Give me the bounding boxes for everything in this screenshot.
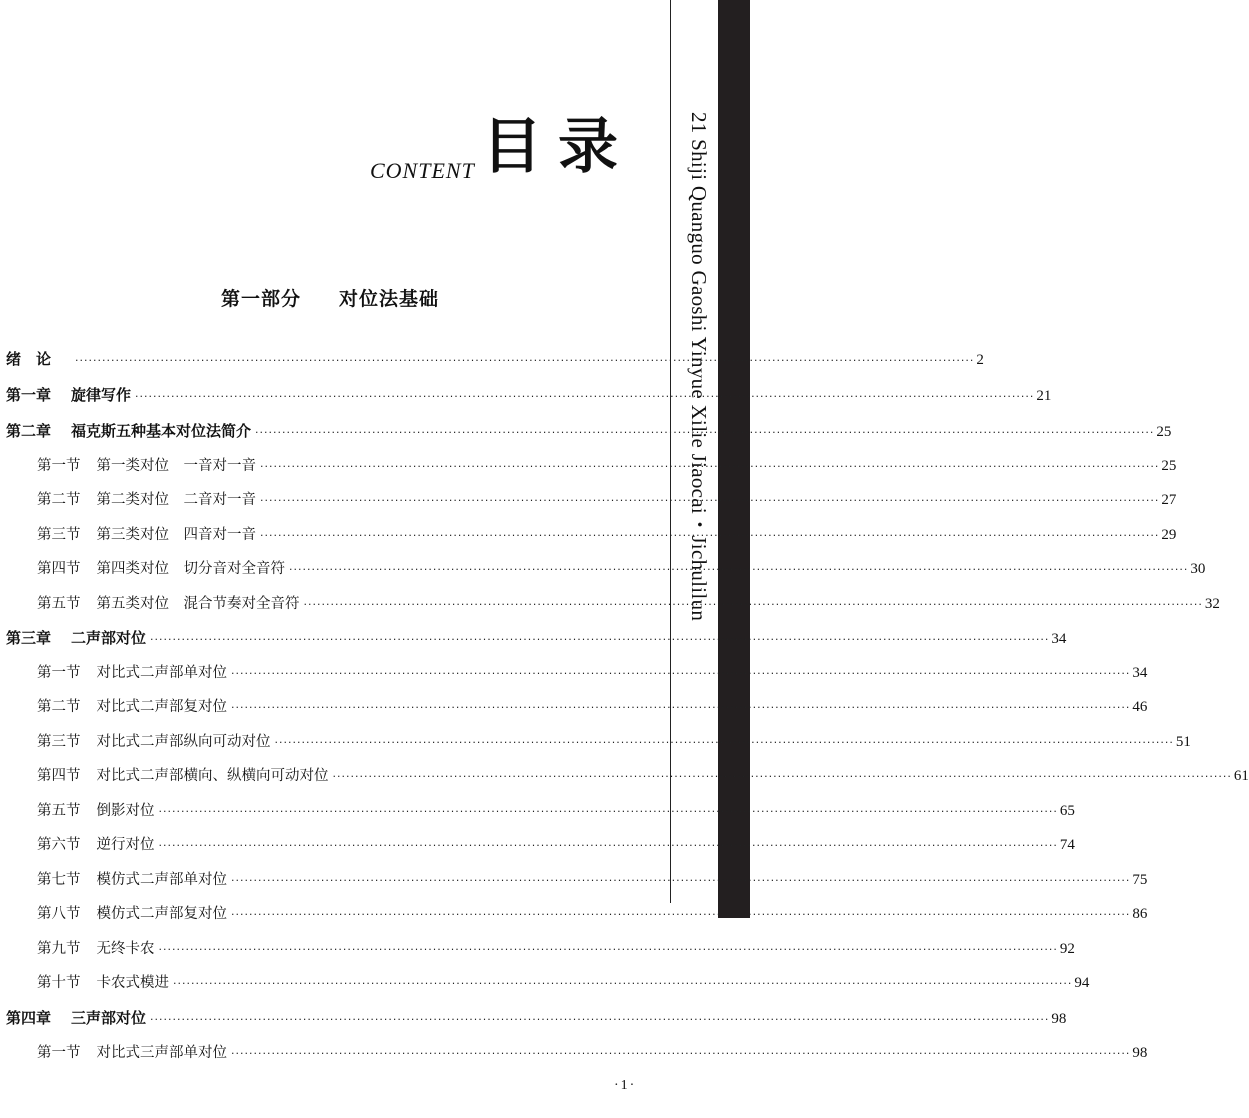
toc-entry-title: 对比式二声部纵向可动对位: [96, 734, 271, 750]
toc-entry-title: 倒影对位: [96, 803, 155, 819]
toc-page-number: 94: [1074, 975, 1090, 991]
toc-section-row[interactable]: [37, 937, 1075, 961]
toc-page-number: 32: [1204, 596, 1220, 612]
dot-leader: ········································································································································································································: [260, 529, 1160, 542]
dot-leader: ········································································································································································································: [75, 354, 975, 367]
toc-page-number: 74: [1059, 837, 1075, 853]
toc-entry-title: 第四类对位 切分音对全音符: [96, 561, 285, 577]
toc-entry-number: 第三节: [37, 734, 81, 750]
toc-section-row[interactable]: [37, 661, 1148, 685]
toc-entry-title: 逆行对位: [96, 837, 155, 853]
toc-entry-number: 第八节: [37, 906, 81, 922]
toc-entry-number: 第九节: [37, 941, 81, 957]
toc-entry-title: 第三类对位 四音对一音: [96, 527, 256, 543]
toc-entry-title: 旋律写作: [71, 386, 132, 404]
dot-leader: ········································································································································································································: [158, 943, 1058, 956]
toc-page-number: 25: [1156, 424, 1172, 440]
toc-section-row[interactable]: [37, 695, 1148, 719]
toc-page-number: 30: [1190, 561, 1206, 577]
toc-section-row[interactable]: [37, 971, 1090, 995]
part-name: 对位法基础: [339, 288, 440, 310]
toc-entry-number: 第三章: [6, 629, 52, 647]
toc-chapter-row[interactable]: [6, 419, 1172, 443]
dot-leader: ········································································································································································································: [173, 977, 1073, 990]
toc-entry-title: 模仿式二声部复对位: [96, 906, 227, 922]
toc-section-row[interactable]: [37, 764, 1249, 788]
toc-section-row[interactable]: [37, 454, 1177, 478]
toc-entry-number: 第六节: [37, 837, 81, 853]
toc-chapter-row[interactable]: [6, 347, 984, 371]
toc-entry-number: 第三节: [37, 527, 81, 543]
toc-page-number: 25: [1161, 458, 1177, 474]
toc-entry-number: 第四节: [37, 768, 81, 784]
part-title: [0, 284, 660, 311]
toc-section-row[interactable]: [37, 1041, 1148, 1065]
toc-entry-title: 二声部对位: [71, 629, 147, 647]
toc-page-number: 61: [1233, 768, 1249, 784]
toc-entry-title: 模仿式二声部单对位: [96, 872, 227, 888]
toc-entry-title: 第五类对位 混合节奏对全音符: [96, 596, 300, 612]
toc-entry-title: 对比式二声部单对位: [96, 665, 227, 681]
dot-leader: ········································································································································································································: [231, 701, 1131, 714]
toc-page-number: 98: [1051, 1011, 1067, 1027]
dot-leader: ········································································································································································································: [255, 426, 1155, 439]
toc-section-row[interactable]: [37, 488, 1177, 512]
toc-entry-number: 第一节: [37, 665, 81, 681]
toc-heading: [370, 112, 660, 192]
toc-chapter-row[interactable]: [6, 626, 1067, 650]
part-label: 第一部分: [220, 288, 301, 310]
dot-leader: ········································································································································································································: [231, 908, 1131, 921]
dot-leader: ········································································································································································································: [332, 770, 1232, 783]
toc-section-row[interactable]: [37, 902, 1148, 926]
dot-leader: ········································································································································································································: [260, 460, 1160, 473]
toc-entry-title: 第二类对位 二音对一音: [96, 492, 256, 508]
toc-entry-number: 第一节: [37, 458, 81, 474]
vertical-series-title: 21 Shiji Quanguo Gaoshi Yinyue Xilie Jiaocai・Jichulilun: [687, 112, 711, 622]
dot-leader: ········································································································································································································: [231, 667, 1131, 680]
dot-leader: ········································································································································································································: [231, 1047, 1131, 1060]
dot-leader: ········································································································································································································: [303, 598, 1203, 611]
toc-page-number: 27: [1161, 492, 1177, 508]
toc-page-number: 65: [1059, 803, 1075, 819]
toc-page-number: 92: [1059, 941, 1075, 957]
toc-page-number: 75: [1132, 872, 1148, 888]
dot-leader: ········································································································································································································: [150, 1013, 1050, 1026]
toc-page-number: 51: [1175, 734, 1191, 750]
toc-entry-number: 第一章: [6, 386, 52, 404]
dot-leader: ········································································································································································································: [135, 390, 1035, 403]
page-title: 目录: [482, 112, 634, 182]
toc-section-row[interactable]: [37, 730, 1191, 754]
dot-leader: ········································································································································································································: [158, 839, 1058, 852]
toc-entry-title: 福克斯五种基本对位法简介: [71, 422, 252, 440]
toc-page-number: 29: [1161, 527, 1177, 543]
dot-leader: ········································································································································································································: [274, 736, 1174, 749]
toc-entry-number: 第五节: [37, 596, 81, 612]
toc-chapter-row[interactable]: [6, 383, 1052, 407]
toc-page-number: 34: [1051, 631, 1067, 647]
toc-entry-title: 对比式三声部单对位: [96, 1045, 227, 1061]
dot-leader: ········································································································································································································: [260, 494, 1160, 507]
toc-section-row[interactable]: [37, 868, 1148, 892]
toc-entry-title: 三声部对位: [71, 1009, 147, 1027]
toc-chapter-row[interactable]: [6, 1006, 1067, 1030]
toc-entry-number: 第七节: [37, 872, 81, 888]
toc-entry-number: 第四章: [6, 1009, 52, 1027]
dot-leader: ········································································································································································································: [289, 563, 1189, 576]
toc-entry-number: 第四节: [37, 561, 81, 577]
toc-entry-number: 第二节: [37, 699, 81, 715]
toc-page-number: 46: [1132, 699, 1148, 715]
content-label: CONTENT: [370, 158, 475, 183]
dot-leader: ········································································································································································································: [158, 805, 1058, 818]
toc-entry-number: 第五节: [37, 803, 81, 819]
toc-page-number: 86: [1132, 906, 1148, 922]
toc-entry-title: 对比式二声部复对位: [96, 699, 227, 715]
toc-section-row[interactable]: [37, 523, 1177, 547]
toc-entry-title: 无终卡农: [96, 941, 155, 957]
toc-entry-title: 对比式二声部横向、纵横向可动对位: [96, 768, 329, 784]
toc-page-number: 34: [1132, 665, 1148, 681]
toc-section-row[interactable]: [37, 592, 1220, 616]
toc-entry-title: 卡农式模进: [96, 975, 169, 991]
toc-section-row[interactable]: [37, 799, 1075, 823]
toc-entry-number: 第十节: [37, 975, 81, 991]
dot-leader: ········································································································································································································: [231, 874, 1131, 887]
dot-leader: ········································································································································································································: [150, 633, 1050, 646]
toc-entry-number: 绪 论: [6, 350, 52, 368]
page-number: ·1·: [614, 1078, 637, 1093]
toc-entry-number: 第一节: [37, 1045, 81, 1061]
toc-page-number: 98: [1132, 1045, 1148, 1061]
toc-page-number: 2: [976, 352, 984, 368]
toc-entry-number: 第二节: [37, 492, 81, 508]
toc-page-number: 21: [1036, 388, 1052, 404]
toc-section-row[interactable]: [37, 557, 1206, 581]
toc-entry-title: 第一类对位 一音对一音: [96, 458, 256, 474]
toc-section-row[interactable]: [37, 833, 1075, 857]
toc-entry-number: 第二章: [6, 422, 52, 440]
